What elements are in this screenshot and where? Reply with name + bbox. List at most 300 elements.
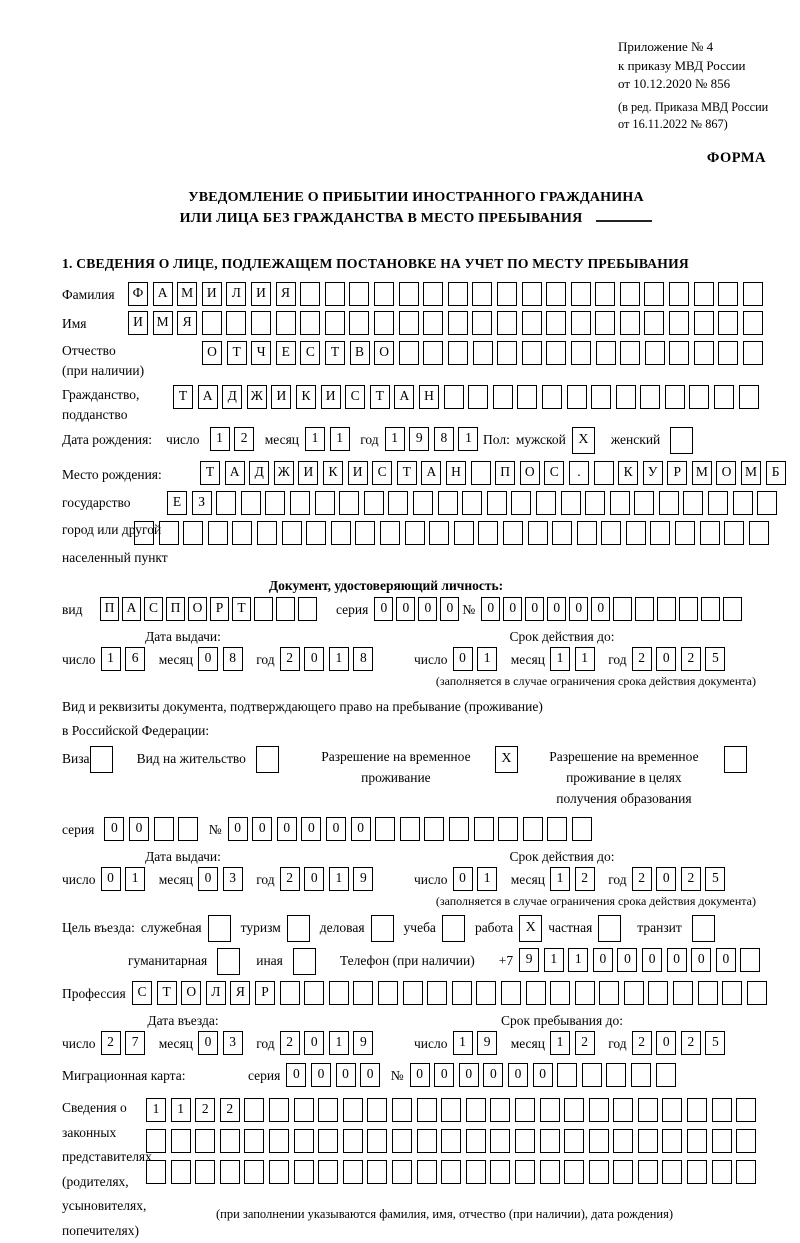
field-birthplace xyxy=(62,461,770,571)
char-cell xyxy=(620,341,640,365)
char-cell: 0 xyxy=(547,597,566,621)
char-cell xyxy=(669,282,689,306)
birthplace-row-3 xyxy=(134,521,773,545)
representatives-label-line-1: Сведения о xyxy=(62,1096,146,1121)
char-cell xyxy=(367,1129,387,1153)
char-cell: 9 xyxy=(353,867,373,891)
male-checkbox: X xyxy=(572,427,595,454)
char-cell xyxy=(723,597,742,621)
char-cell: О xyxy=(181,981,201,1005)
birthdate-label: Дата рождения: xyxy=(62,427,152,452)
field-patronymic xyxy=(62,341,770,381)
char-cell xyxy=(298,597,317,621)
char-cell: 1 xyxy=(210,427,230,451)
month-label: месяц xyxy=(159,1031,193,1056)
char-cell xyxy=(694,282,714,306)
visa-checkbox xyxy=(90,746,113,773)
year-label: год xyxy=(256,1031,274,1056)
char-cell: Л xyxy=(206,981,226,1005)
purpose-sluzhebnaya-label: служебная xyxy=(141,915,202,940)
char-cell xyxy=(589,1129,609,1153)
entry-month-cells xyxy=(198,1031,247,1055)
char-cell xyxy=(675,521,695,545)
char-cell xyxy=(399,282,419,306)
char-cell: П xyxy=(495,461,515,485)
form-title-line-1: УВЕДОМЛЕНИЕ О ПРИБЫТИИ ИНОСТРАННОГО ГРАЖДАНИНА xyxy=(62,187,770,208)
field-birthdate xyxy=(62,427,770,454)
rvp-edu-label-line-1: Разрешение на временное xyxy=(534,746,714,767)
char-cell xyxy=(300,282,320,306)
char-cell: 2 xyxy=(101,1031,121,1055)
char-cell: 0 xyxy=(374,597,393,621)
char-cell: П xyxy=(166,597,185,621)
char-cell xyxy=(183,521,203,545)
char-cell xyxy=(497,282,517,306)
purpose-rabota-label: работа xyxy=(475,915,513,940)
doc-issue-year-cells xyxy=(280,647,378,671)
char-cell: 1 xyxy=(550,647,570,671)
field-migration-card xyxy=(62,1063,770,1088)
char-cell: 0 xyxy=(483,1063,503,1087)
char-cell: К xyxy=(296,385,316,409)
char-cell xyxy=(466,1160,486,1184)
char-cell xyxy=(343,1160,363,1184)
purpose-turizm-checkbox xyxy=(287,915,310,942)
char-cell xyxy=(251,311,271,335)
char-cell: 0 xyxy=(459,1063,479,1087)
field-profession xyxy=(62,981,770,1006)
char-cell xyxy=(595,311,615,335)
char-cell: Т xyxy=(200,461,220,485)
year-label: год xyxy=(608,867,626,892)
char-cell: У xyxy=(643,461,663,485)
char-cell xyxy=(367,1160,387,1184)
char-cell: 2 xyxy=(280,647,300,671)
char-cell xyxy=(673,981,693,1005)
char-cell: К xyxy=(618,461,638,485)
char-cell xyxy=(701,597,720,621)
char-cell: 0 xyxy=(304,1031,324,1055)
issue-date-column xyxy=(62,849,414,909)
identity-doc-heading: Документ, удостоверяющий личность: xyxy=(62,578,710,594)
char-cell xyxy=(557,1063,577,1087)
char-cell xyxy=(620,282,640,306)
char-cell xyxy=(318,1129,338,1153)
char-cell xyxy=(490,1129,510,1153)
char-cell xyxy=(522,341,542,365)
patronymic-label-line-1: Отчество xyxy=(62,341,202,361)
birth-month-cells xyxy=(305,427,354,451)
month-label: месяц xyxy=(159,647,193,672)
day-label: число xyxy=(414,1031,448,1056)
char-cell xyxy=(195,1160,215,1184)
char-cell xyxy=(571,282,591,306)
valid-until-column xyxy=(414,849,770,909)
char-cell xyxy=(468,385,488,409)
char-cell: 5 xyxy=(705,867,725,891)
char-cell: 0 xyxy=(453,647,473,671)
char-cell: 1 xyxy=(329,867,349,891)
char-cell: Р xyxy=(210,597,229,621)
char-cell xyxy=(462,491,482,515)
field-surname xyxy=(62,282,770,307)
birth-year-cells xyxy=(385,427,483,451)
char-cell: Р xyxy=(255,981,275,1005)
char-cell xyxy=(712,1129,732,1153)
char-cell xyxy=(547,817,567,841)
residence-doc-types xyxy=(62,746,770,809)
name-cells xyxy=(128,311,767,335)
purpose-chastnaya-checkbox xyxy=(598,915,621,942)
char-cell: А xyxy=(198,385,218,409)
char-cell xyxy=(374,282,394,306)
char-cell xyxy=(687,1160,707,1184)
rvp-label xyxy=(303,746,489,788)
char-cell xyxy=(466,1129,486,1153)
char-cell xyxy=(380,521,400,545)
day-label: число xyxy=(62,1031,96,1056)
migration-card-label: Миграционная карта: xyxy=(62,1063,248,1088)
patronymic-label xyxy=(62,341,202,381)
char-cell xyxy=(659,491,679,515)
char-cell: 0 xyxy=(410,1063,430,1087)
char-cell xyxy=(613,1098,633,1122)
char-cell: 0 xyxy=(593,948,613,972)
char-cell: 6 xyxy=(125,647,145,671)
char-cell xyxy=(241,491,261,515)
char-cell xyxy=(254,597,273,621)
char-cell: 2 xyxy=(681,647,701,671)
char-cell: Б xyxy=(766,461,786,485)
char-cell: 0 xyxy=(667,948,687,972)
char-cell: 0 xyxy=(656,867,676,891)
char-cell xyxy=(497,311,517,335)
char-cell: 2 xyxy=(681,1031,701,1055)
entry-purpose-row xyxy=(62,915,770,942)
char-cell xyxy=(378,981,398,1005)
char-cell: И xyxy=(128,311,148,335)
purpose-sluzhebnaya-checkbox xyxy=(208,915,231,942)
char-cell xyxy=(487,491,507,515)
char-cell: 0 xyxy=(198,867,218,891)
char-cell: 0 xyxy=(252,817,272,841)
visa-label: Виза xyxy=(62,746,90,771)
char-cell xyxy=(644,311,664,335)
doc-valid-month-cells xyxy=(550,647,599,671)
char-cell: 0 xyxy=(326,817,346,841)
char-cell xyxy=(244,1098,264,1122)
char-cell xyxy=(353,981,373,1005)
char-cell xyxy=(269,1160,289,1184)
valid-until-column xyxy=(414,629,770,689)
char-cell xyxy=(399,341,419,365)
char-cell: . xyxy=(569,461,589,485)
purpose-ucheba-checkbox xyxy=(442,915,465,942)
char-cell xyxy=(657,597,676,621)
char-cell xyxy=(244,1160,264,1184)
rvp-edu-label-line-2: проживание в целях xyxy=(534,767,714,788)
char-cell xyxy=(304,981,324,1005)
char-cell xyxy=(355,521,375,545)
char-cell: 0 xyxy=(396,597,415,621)
char-cell: С xyxy=(372,461,392,485)
char-cell: О xyxy=(716,461,736,485)
char-cell xyxy=(472,311,492,335)
char-cell xyxy=(171,1129,191,1153)
purpose-ucheba-label: учеба xyxy=(404,915,436,940)
char-cell xyxy=(474,817,494,841)
char-cell xyxy=(712,1160,732,1184)
char-cell: 0 xyxy=(304,867,324,891)
char-cell: М xyxy=(741,461,761,485)
char-cell xyxy=(656,1063,676,1087)
female-checkbox xyxy=(670,427,693,454)
char-cell xyxy=(226,311,246,335)
residence-issue-month-cells xyxy=(198,867,247,891)
char-cell: Н xyxy=(446,461,466,485)
char-cell xyxy=(662,1098,682,1122)
char-cell: 2 xyxy=(280,1031,300,1055)
series-label: серия xyxy=(62,817,94,842)
char-cell xyxy=(501,981,521,1005)
char-cell: 0 xyxy=(418,597,437,621)
char-cell xyxy=(195,1129,215,1153)
representatives-labels xyxy=(62,1096,146,1243)
title-underline xyxy=(596,220,652,222)
male-label: мужской xyxy=(516,427,566,452)
char-cell: 0 xyxy=(304,647,324,671)
month-label: месяц xyxy=(511,1031,545,1056)
char-cell xyxy=(616,385,636,409)
char-cell: Ж xyxy=(247,385,267,409)
field-citizenship xyxy=(62,385,770,425)
char-cell xyxy=(594,461,614,485)
char-cell xyxy=(232,521,252,545)
residence-issue-day-cells xyxy=(101,867,150,891)
char-cell: Я xyxy=(276,282,296,306)
char-cell xyxy=(552,521,572,545)
year-label: год xyxy=(360,427,378,452)
char-cell: 2 xyxy=(195,1098,215,1122)
char-cell xyxy=(392,1129,412,1153)
char-cell: Ч xyxy=(251,341,271,365)
char-cell: 1 xyxy=(550,867,570,891)
char-cell: 0 xyxy=(642,948,662,972)
char-cell: 2 xyxy=(220,1098,240,1122)
char-cell: 1 xyxy=(101,647,121,671)
appendix-line-3: от 10.12.2020 № 856 xyxy=(618,75,770,94)
char-cell xyxy=(265,491,285,515)
char-cell xyxy=(454,521,474,545)
doc-issue-day-cells xyxy=(101,647,150,671)
char-cell xyxy=(220,1129,240,1153)
field-name xyxy=(62,311,770,336)
name-label: Имя xyxy=(62,311,128,336)
char-cell xyxy=(694,311,714,335)
char-cell: 1 xyxy=(453,1031,473,1055)
purpose-delovaya-checkbox xyxy=(371,915,394,942)
char-cell: Т xyxy=(325,341,345,365)
char-cell xyxy=(427,981,447,1005)
birthplace-label-line-3: город или другой xyxy=(62,516,200,544)
char-cell xyxy=(146,1129,166,1153)
char-cell: И xyxy=(202,282,222,306)
doc-number-label: № xyxy=(462,597,475,622)
char-cell xyxy=(589,1160,609,1184)
year-label: год xyxy=(256,647,274,672)
surname-label: Фамилия xyxy=(62,282,128,307)
char-cell xyxy=(582,1063,602,1087)
char-cell: О xyxy=(188,597,207,621)
char-cell xyxy=(423,311,443,335)
char-cell xyxy=(689,385,709,409)
migration-series-cells xyxy=(286,1063,384,1087)
char-cell: 0 xyxy=(453,867,473,891)
char-cell xyxy=(595,282,615,306)
purpose-chastnaya-label: частная xyxy=(548,915,592,940)
char-cell xyxy=(561,491,581,515)
birthplace-row-2 xyxy=(167,491,782,515)
char-cell xyxy=(405,521,425,545)
char-cell: 0 xyxy=(301,817,321,841)
char-cell xyxy=(546,282,566,306)
char-cell: 8 xyxy=(434,427,454,451)
char-cell xyxy=(736,1129,756,1153)
char-cell: Т xyxy=(370,385,390,409)
char-cell xyxy=(171,1160,191,1184)
char-cell: С xyxy=(544,461,564,485)
char-cell: 0 xyxy=(104,817,124,841)
char-cell: Е xyxy=(276,341,296,365)
char-cell xyxy=(599,981,619,1005)
residence-issue-year-cells xyxy=(280,867,378,891)
char-cell: 0 xyxy=(440,597,459,621)
citizenship-label xyxy=(62,385,173,425)
char-cell: 0 xyxy=(508,1063,528,1087)
char-cell: 0 xyxy=(101,867,121,891)
char-cell: 1 xyxy=(568,948,588,972)
char-cell xyxy=(349,282,369,306)
char-cell: 5 xyxy=(705,647,725,671)
valid-until-label: Срок действия до: xyxy=(414,629,710,645)
purpose-tranzit-checkbox xyxy=(692,915,715,942)
representatives-label-line-4: (родителях, xyxy=(62,1170,146,1195)
char-cell xyxy=(276,597,295,621)
char-cell xyxy=(635,597,654,621)
char-cell xyxy=(349,311,369,335)
char-cell xyxy=(471,461,491,485)
char-cell xyxy=(631,1063,651,1087)
surname-cells xyxy=(128,282,767,306)
char-cell xyxy=(339,491,359,515)
char-cell xyxy=(571,311,591,335)
residence-doc-text-line-1: Вид и реквизиты документа, подтверждающего право на пребывание (проживание) xyxy=(62,695,770,719)
char-cell xyxy=(441,1129,461,1153)
patronymic-label-line-2: (при наличии) xyxy=(62,361,202,381)
char-cell xyxy=(626,521,646,545)
char-cell: С xyxy=(345,385,365,409)
month-label: месяц xyxy=(511,647,545,672)
char-cell xyxy=(423,282,443,306)
char-cell xyxy=(290,491,310,515)
identity-doc-dates xyxy=(62,629,770,689)
char-cell: 1 xyxy=(305,427,325,451)
citizenship-label-line-2: подданство xyxy=(62,405,173,425)
char-cell: 1 xyxy=(550,1031,570,1055)
char-cell: А xyxy=(394,385,414,409)
appendix-line-2: к приказу МВД России xyxy=(618,57,770,76)
valid-until-label: Срок действия до: xyxy=(414,849,710,865)
char-cell: С xyxy=(132,981,152,1005)
char-cell: 0 xyxy=(656,1031,676,1055)
char-cell xyxy=(610,491,630,515)
rvp-edu-label-line-3: получения образования xyxy=(534,788,714,809)
char-cell xyxy=(679,597,698,621)
entry-day-cells xyxy=(101,1031,150,1055)
purpose-inaya-checkbox xyxy=(293,948,316,975)
char-cell xyxy=(403,981,423,1005)
birthplace-cells-block xyxy=(200,461,790,571)
month-label: месяц xyxy=(511,867,545,892)
char-cell: Д xyxy=(249,461,269,485)
char-cell: 0 xyxy=(351,817,371,841)
char-cell: 0 xyxy=(617,948,637,972)
representatives-row-2 xyxy=(146,1129,761,1153)
char-cell: 0 xyxy=(360,1063,380,1087)
edition-line-1: (в ред. Приказа МВД России xyxy=(618,99,770,117)
day-label: число xyxy=(62,867,96,892)
char-cell xyxy=(392,1160,412,1184)
representatives-note: (при заполнении указываются фамилия, имя, отчество (при наличии), дата рождения) xyxy=(146,1207,770,1222)
validity-note: (заполняется в случае ограничения срока действия документа) xyxy=(414,674,770,689)
char-cell: 2 xyxy=(575,1031,595,1055)
citizenship-cells xyxy=(173,385,763,409)
char-cell xyxy=(423,341,443,365)
char-cell xyxy=(490,1160,510,1184)
char-cell: 8 xyxy=(353,647,373,671)
profession-label: Профессия xyxy=(62,981,132,1006)
purpose-inaya-label: иная xyxy=(256,948,283,973)
char-cell xyxy=(747,981,767,1005)
char-cell xyxy=(498,817,518,841)
char-cell xyxy=(522,311,542,335)
char-cell xyxy=(515,1160,535,1184)
char-cell: 2 xyxy=(632,867,652,891)
char-cell xyxy=(343,1098,363,1122)
rvp-label-line-2: проживание xyxy=(303,767,489,788)
char-cell: Л xyxy=(226,282,246,306)
representatives-cells-block xyxy=(146,1096,770,1243)
patronymic-cells xyxy=(202,341,768,365)
entry-year-cells xyxy=(280,1031,378,1055)
purpose-turizm-label: туризм xyxy=(241,915,281,940)
char-cell: 1 xyxy=(329,1031,349,1055)
char-cell xyxy=(669,311,689,335)
char-cell xyxy=(708,491,728,515)
residence-number-cells xyxy=(228,817,597,841)
char-cell: И xyxy=(348,461,368,485)
char-cell xyxy=(687,1129,707,1153)
issue-date-label: Дата выдачи: xyxy=(62,629,304,645)
section-1-heading: 1. СВЕДЕНИЯ О ЛИЦЕ, ПОДЛЕЖАЩЕМ ПОСТАНОВКЕ НА УЧЕТ ПО МЕСТУ ПРЕБЫВАНИЯ xyxy=(62,256,770,272)
char-cell: И xyxy=(298,461,318,485)
char-cell xyxy=(444,385,464,409)
char-cell: 1 xyxy=(575,647,595,671)
rvp-checkbox: X xyxy=(495,746,518,773)
char-cell: 0 xyxy=(525,597,544,621)
char-cell xyxy=(448,311,468,335)
birthplace-label-line-1: Место рождения: xyxy=(62,461,200,489)
